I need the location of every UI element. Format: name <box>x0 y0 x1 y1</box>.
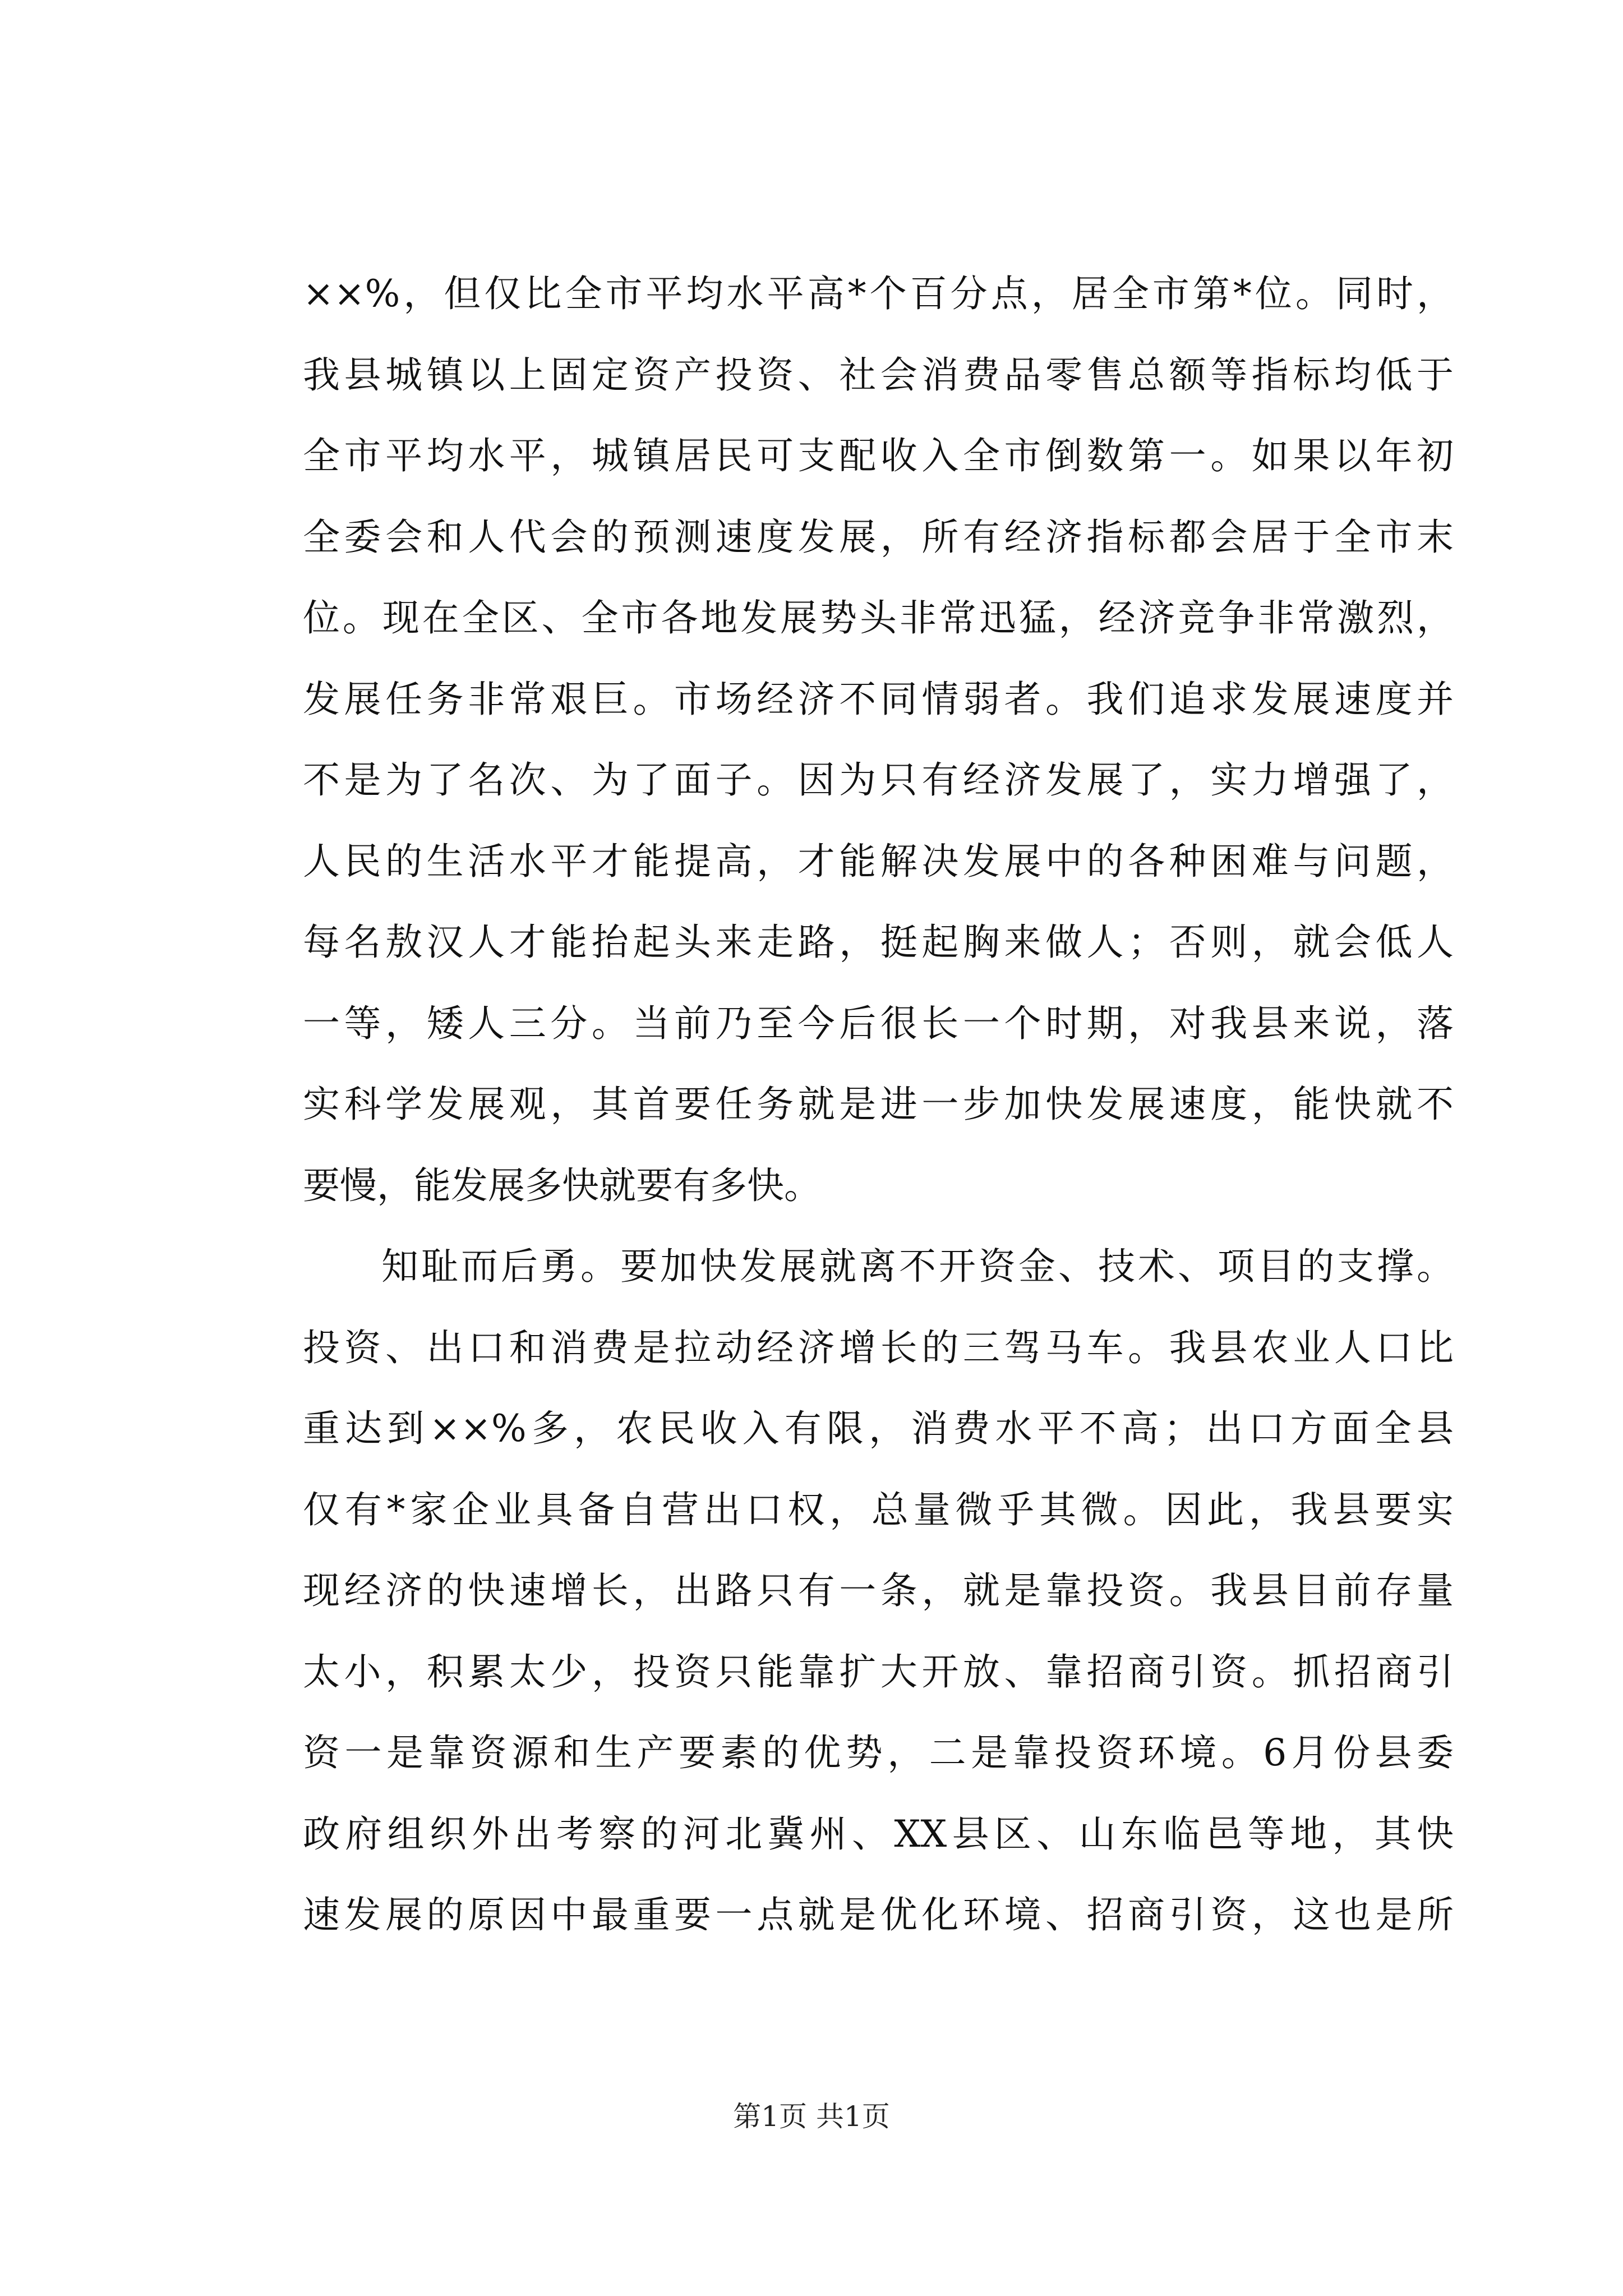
text-line: 人民的生活水平才能提高，才能解决发展中的各种困难与问题， <box>303 839 1454 883</box>
text-line: 发展任务非常艰巨。市场经济不同情弱者。我们追求发展速度并 <box>303 677 1454 721</box>
text-line: 一等，矮人三分。当前乃至今后很长一个时期，对我县来说，落 <box>303 1001 1454 1045</box>
body-text <box>303 254 1454 1956</box>
page-footer: 第1页 共1页 <box>733 2100 890 2133</box>
text-line: 重达到××%多，农民收入有限，消费水平不高；出口方面全县 <box>303 1407 1454 1450</box>
text-line: 全市平均水平，城镇居民可支配收入全市倒数第一。如果以年初 <box>303 434 1454 477</box>
text-line: 不是为了名次、为了面子。因为只有经济发展了，实力增强了， <box>303 758 1454 802</box>
text-line: 太小，积累太少，投资只能靠扩大开放、靠招商引资。抓招商引 <box>303 1650 1454 1694</box>
text-line: 位。现在全区、全市各地发展势头非常迅猛，经济竞争非常激烈， <box>303 596 1454 639</box>
text-line: 速发展的原因中最重要一点就是优化环境、招商引资，这也是所 <box>303 1893 1454 1936</box>
text-line: 现经济的快速增长，出路只有一条，就是靠投资。我县目前存量 <box>303 1569 1454 1612</box>
text-line: 仅有*家企业具备自营出口权，总量微乎其微。因此，我县要实 <box>303 1488 1454 1531</box>
text-line: ××%，但仅比全市平均水平高*个百分点，居全市第*位。同时， <box>303 272 1454 315</box>
text-line: 政府组织外出考察的河北冀州、XX县区、山东临邑等地，其快 <box>303 1812 1454 1856</box>
text-line: 实科学发展观，其首要任务就是进一步加快发展速度，能快就不 <box>303 1083 1454 1126</box>
text-line: 全委会和人代会的预测速度发展，所有经济指标都会居于全市末 <box>303 515 1454 559</box>
text-line: 我县城镇以上固定资产投资、社会消费品零售总额等指标均低于 <box>303 353 1454 397</box>
text-line: 要慢，能发展多快就要有多快。 <box>303 1163 821 1207</box>
text-line: 资一是靠资源和生产要素的优势，二是靠投资环境。6月份县委 <box>303 1731 1454 1774</box>
text-line: 投资、出口和消费是拉动经济增长的三驾马车。我县农业人口比 <box>303 1326 1454 1369</box>
paragraph-first-line: 知耻而后勇。要加快发展就离不开资金、技术、项目的支撑。 <box>381 1245 1454 1288</box>
text-line: 每名敖汉人才能抬起头来走路，挺起胸来做人；否则，就会低人 <box>303 921 1454 964</box>
